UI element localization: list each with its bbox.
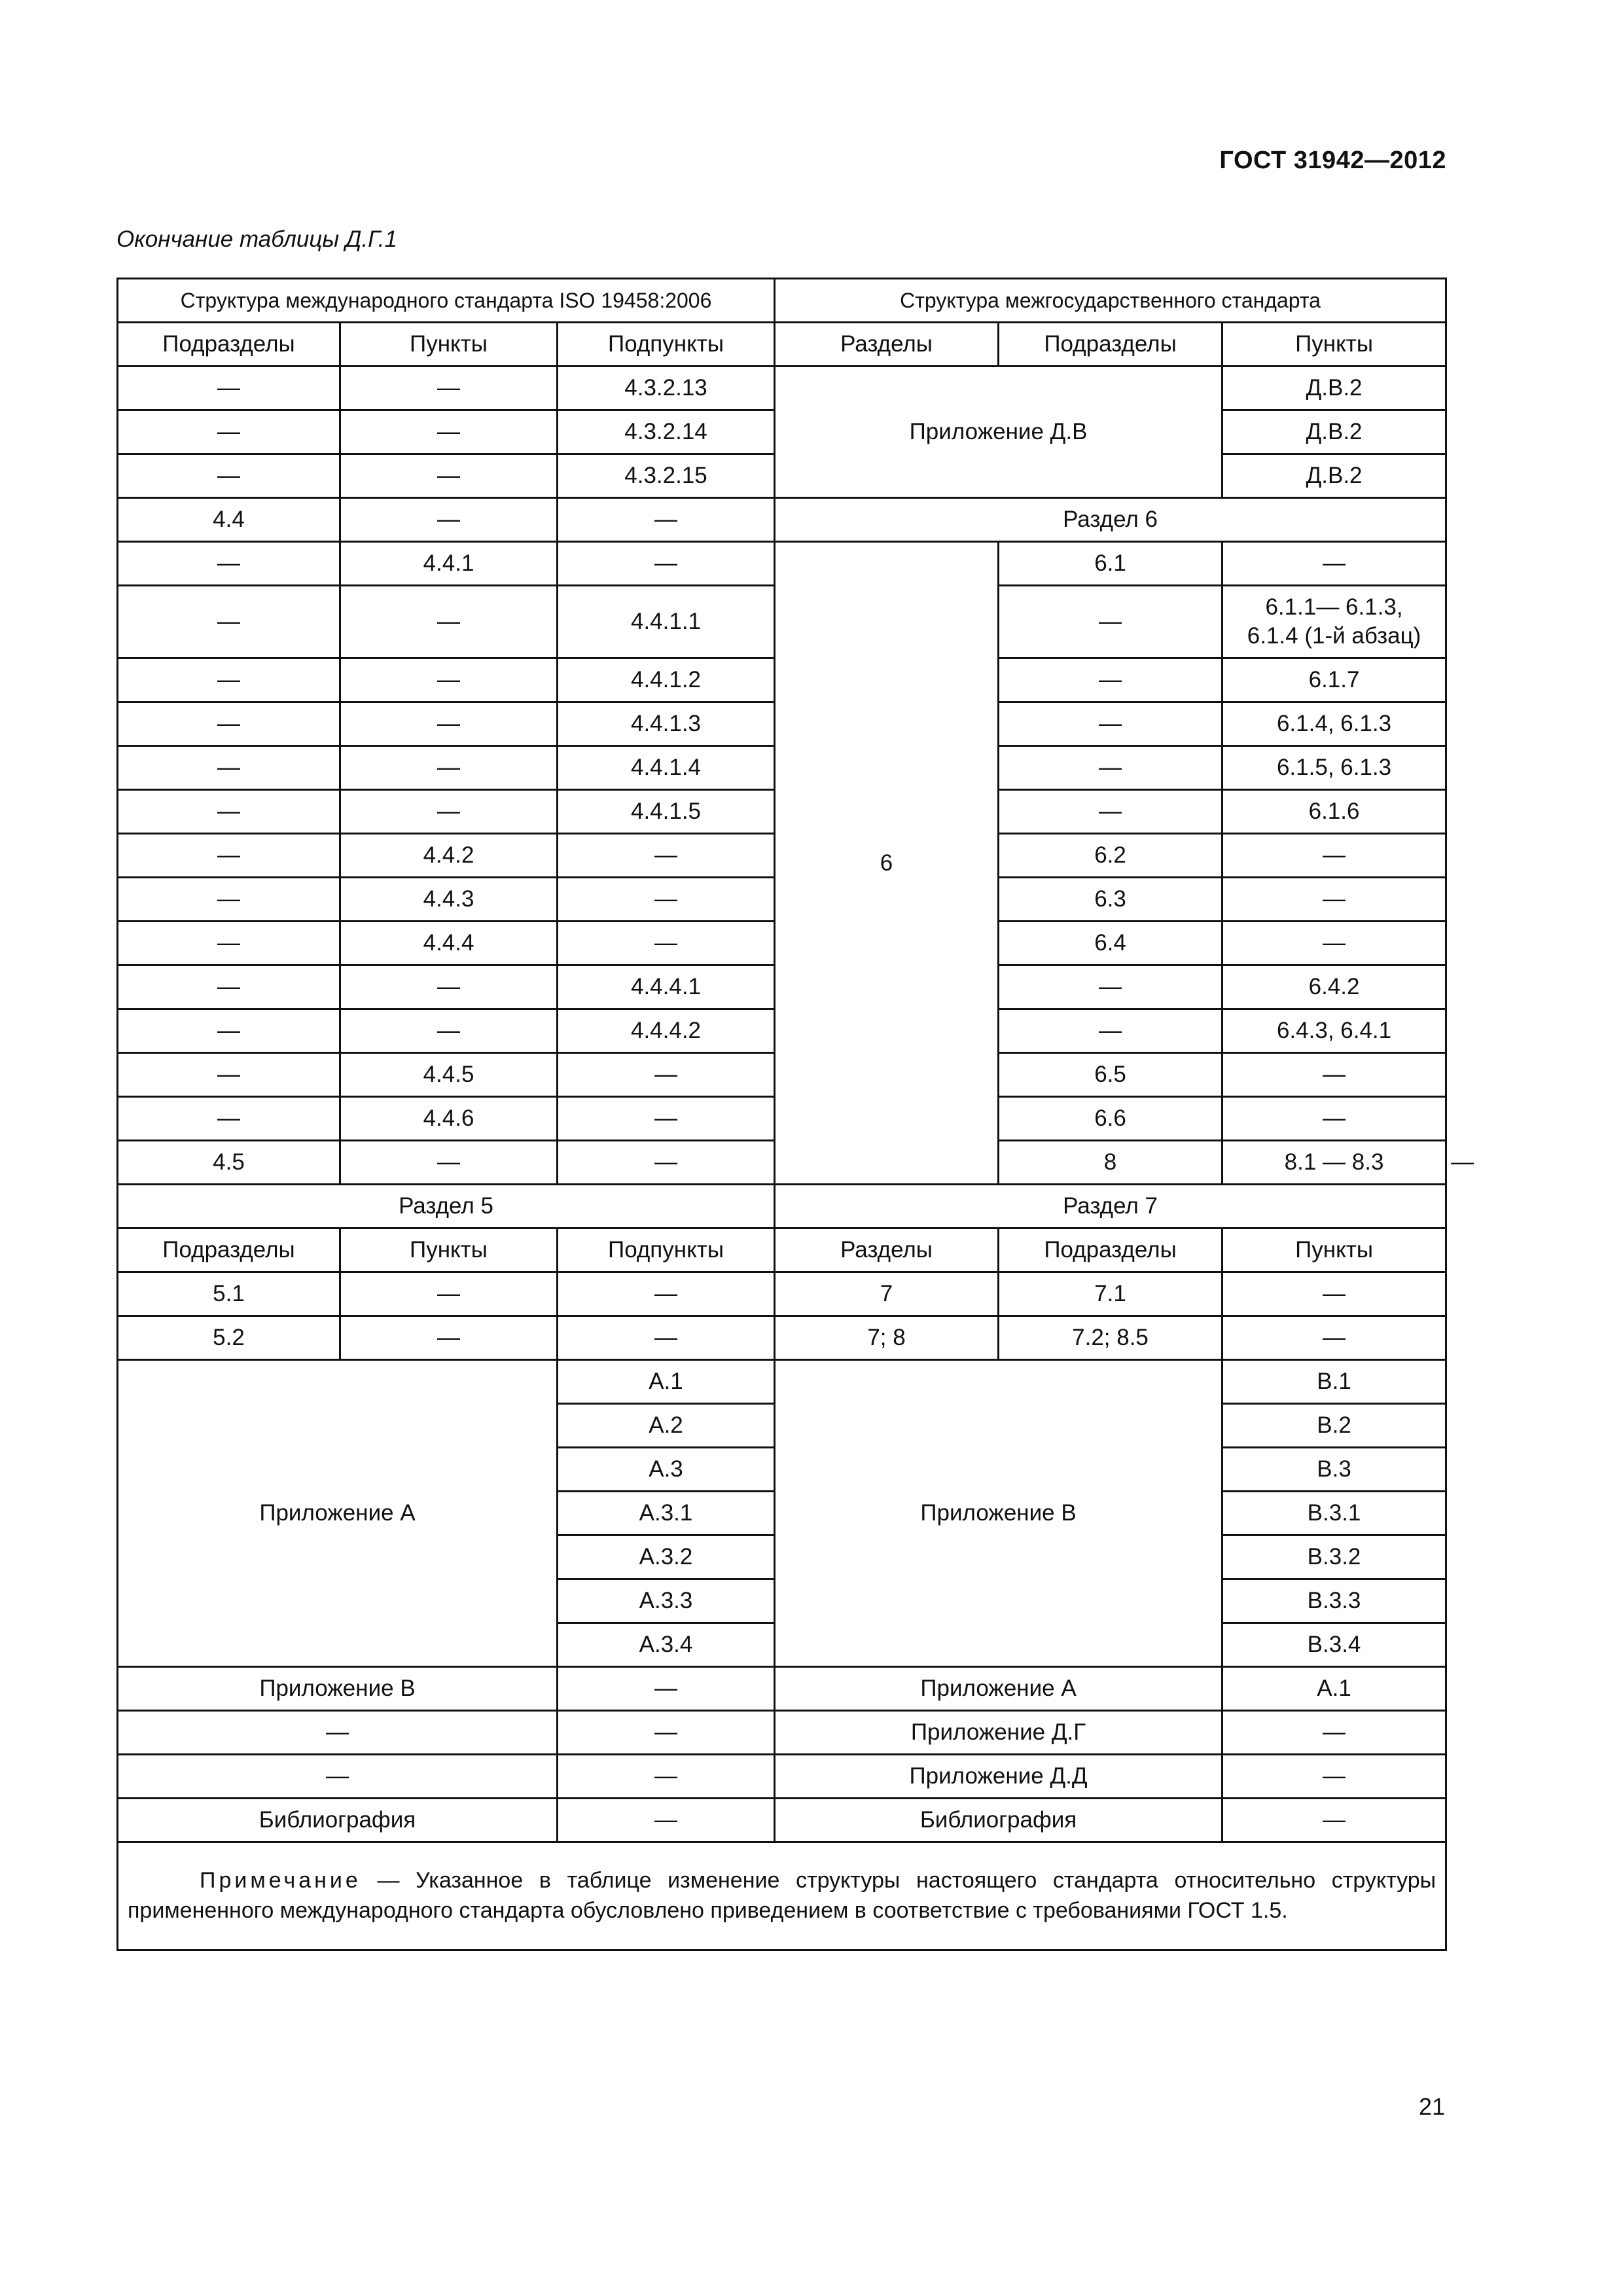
table-cell: 4.4.1.5 — [558, 790, 775, 834]
table-cell: — — [340, 1141, 558, 1185]
table-cell: — — [1222, 1799, 1446, 1842]
table-cell: 6.5 — [999, 1053, 1222, 1097]
note-lead: Примечание — [200, 1868, 361, 1893]
merged-cell-appendix-a: Приложение А — [118, 1360, 558, 1667]
table-caption: Окончание таблицы Д.Г.1 — [116, 226, 397, 252]
column-header: Подпункты — [558, 1229, 775, 1272]
table-cell: — — [558, 834, 775, 878]
table-cell: — — [558, 542, 775, 586]
table-cell: А.3.4 — [558, 1623, 775, 1667]
table-cell: — — [118, 834, 340, 878]
table-cell: — — [1222, 1272, 1446, 1316]
table-cell: — — [1222, 834, 1446, 878]
table-cell: 4.4.3 — [340, 878, 558, 922]
table-cell: — — [999, 586, 1222, 658]
table-cell: Д.В.2 — [1222, 410, 1446, 454]
table-cell: 4.4.2 — [340, 834, 558, 878]
table-cell: — — [118, 454, 340, 498]
table-row — [118, 1711, 1446, 1755]
note-text: — Указанное в таблице изменение структуры настоящего стандарта относительно структуры примененного международного стандарта обусловлено приведением в соответствие с требованиями ГОСТ 1.5. — [128, 1868, 1436, 1923]
group-header-international: Структура международного стандарта ISO 19458:2006 — [118, 279, 775, 323]
table-cell: Д.В.2 — [1222, 367, 1446, 410]
note-row — [118, 1842, 1446, 1950]
table-cell: Приложение А — [775, 1667, 1222, 1711]
table-cell: 7.2; 8.5 — [999, 1316, 1222, 1360]
table-cell: — — [558, 1053, 775, 1097]
table-cell: — — [999, 746, 1222, 790]
table-cell: Приложение Д.Г — [775, 1711, 1222, 1755]
table-cell: 4.3.2.15 — [558, 454, 775, 498]
table-cell: 7 — [775, 1272, 999, 1316]
structure-comparison-table — [116, 278, 1474, 1951]
table-row — [118, 367, 1446, 410]
table-cell: — — [558, 1799, 775, 1842]
table-cell: — — [1222, 922, 1446, 965]
table-cell: Д.В.2 — [1222, 454, 1446, 498]
table-cell: — — [118, 1097, 340, 1141]
merged-cell-appendix-b: Приложение В — [775, 1360, 1222, 1667]
table-cell: А.3.1 — [558, 1492, 775, 1535]
table-cell: — — [1222, 1755, 1446, 1799]
table-cell: 8.1 — 8.3 — [1222, 1141, 1446, 1185]
table-cell: А.1 — [1222, 1667, 1446, 1711]
column-header: Подразделы — [118, 323, 340, 367]
table-cell: 6.2 — [999, 834, 1222, 878]
table-cell: — — [118, 658, 340, 702]
table-cell: — — [999, 965, 1222, 1009]
table-cell: — — [340, 367, 558, 410]
cell-line: 6.1.1— 6.1.3, — [1265, 594, 1403, 620]
table-cell: — — [118, 1755, 558, 1799]
table-cell: — — [118, 1711, 558, 1755]
table-cell: 4.4.4 — [340, 922, 558, 965]
table-cell: 4.4.4.2 — [558, 1009, 775, 1053]
table-cell: — — [118, 1009, 340, 1053]
table-cell: — — [558, 878, 775, 922]
column-header: Подразделы — [999, 1229, 1222, 1272]
table-cell: — — [340, 1272, 558, 1316]
merged-cell-appendix-dv: Приложение Д.В — [775, 367, 1222, 498]
group-header-interstate: Структура межгосударственного стандарта — [775, 279, 1446, 323]
table-cell: 8 — [999, 1141, 1222, 1185]
table-cell: 6.1.4, 6.1.3 — [1222, 702, 1446, 746]
column-header: Разделы — [775, 323, 999, 367]
table-cell: 4.4.1.1 — [558, 586, 775, 658]
table-cell: 6.4 — [999, 922, 1222, 965]
page-number: 21 — [1418, 2093, 1445, 2120]
table-cell: А.3.3 — [558, 1579, 775, 1623]
table-cell: 7; 8 — [775, 1316, 999, 1360]
table-cell: 4.3.2.14 — [558, 410, 775, 454]
table-row — [118, 1316, 1446, 1360]
column-header: Подпункты — [558, 323, 775, 367]
table-cell: Приложение Д.Д — [775, 1755, 1222, 1799]
table-cell: — — [340, 1009, 558, 1053]
table-group-header-row — [118, 279, 1446, 323]
table-cell: — — [999, 1009, 1222, 1053]
table-row — [118, 1360, 1446, 1404]
column-header: Пункты — [1222, 1229, 1446, 1272]
table-cell: — — [1222, 1097, 1446, 1141]
table-cell: — — [118, 367, 340, 410]
table-cell: 4.4.4.1 — [558, 965, 775, 1009]
table-cell: 6.4.3, 6.4.1 — [1222, 1009, 1446, 1053]
table-cell: — — [999, 702, 1222, 746]
table-cell: 4.4.1.2 — [558, 658, 775, 702]
table-cell: — — [558, 922, 775, 965]
table-cell: 6.1.6 — [1222, 790, 1446, 834]
table-cell: В.3.3 — [1222, 1579, 1446, 1623]
table-cell: — — [999, 790, 1222, 834]
table-cell: 4.3.2.13 — [558, 367, 775, 410]
table-row — [118, 1667, 1446, 1711]
column-header: Пункты — [1222, 323, 1446, 367]
table-cell: 5.1 — [118, 1272, 340, 1316]
table-cell: — — [118, 965, 340, 1009]
table-cell-multiline — [1222, 586, 1446, 658]
table-cell: — — [118, 702, 340, 746]
table-cell: — — [558, 498, 775, 542]
column-header: Подразделы — [999, 323, 1222, 367]
section-heading-row — [118, 1185, 1446, 1229]
table-cell: 4.4 — [118, 498, 340, 542]
table-cell: — — [558, 1097, 775, 1141]
table-cell: Приложение В — [118, 1667, 558, 1711]
table-cell: — — [340, 746, 558, 790]
table-cell: 6.6 — [999, 1097, 1222, 1141]
table-cell: Библиография — [775, 1799, 1222, 1842]
column-header: Пункты — [340, 323, 558, 367]
column-header: Разделы — [775, 1229, 999, 1272]
table-row — [118, 1272, 1446, 1316]
table-cell: Библиография — [118, 1799, 558, 1842]
table-cell: В.3.4 — [1222, 1623, 1446, 1667]
table-cell: 4.4.6 — [340, 1097, 558, 1141]
cell-line: 6.1.4 (1-й абзац) — [1247, 623, 1421, 649]
table-column-header-row — [118, 1229, 1446, 1272]
table-cell: 7.1 — [999, 1272, 1222, 1316]
table-cell: 6.3 — [999, 878, 1222, 922]
table-cell: В.1 — [1222, 1360, 1446, 1404]
table-cell: — — [118, 410, 340, 454]
table-cell: — — [999, 658, 1222, 702]
table-cell: 6.1.7 — [1222, 658, 1446, 702]
table-cell: — — [1222, 542, 1446, 586]
table-row: 4.5 — — 8 8.1 — 8.3 — — [118, 1141, 1446, 1185]
table-cell: — — [558, 1711, 775, 1755]
table-row — [118, 1799, 1446, 1842]
table-cell: — — [558, 1272, 775, 1316]
table-cell: — — [118, 922, 340, 965]
merged-cell-section-6: 6 — [775, 542, 999, 1185]
table-note — [118, 1842, 1446, 1950]
table-cell: — — [558, 1667, 775, 1711]
table-cell: 4.4.1 — [340, 542, 558, 586]
table-row — [118, 1755, 1446, 1799]
table-cell: А.3.2 — [558, 1535, 775, 1579]
table-cell: — — [340, 410, 558, 454]
table-cell: 4.4.1.3 — [558, 702, 775, 746]
table-row — [118, 542, 1446, 586]
column-header: Пункты — [340, 1229, 558, 1272]
table-cell: 6.1 — [999, 542, 1222, 586]
table-cell: — — [1222, 878, 1446, 922]
table-cell: — — [340, 1316, 558, 1360]
table-cell: 6.4.2 — [1222, 965, 1446, 1009]
table-cell: — — [118, 746, 340, 790]
table-cell: — — [558, 1141, 775, 1185]
table-cell: В.3.2 — [1222, 1535, 1446, 1579]
table-cell: 4.4.5 — [340, 1053, 558, 1097]
table-cell: — — [558, 1316, 775, 1360]
section-7-heading-cell: Раздел 7 — [775, 1185, 1446, 1229]
table-cell: — — [118, 1053, 340, 1097]
document-code: ГОСТ 31942—2012 — [1219, 147, 1446, 174]
table-cell: В.3.1 — [1222, 1492, 1446, 1535]
table-cell: — — [1222, 1316, 1446, 1360]
table-row — [118, 498, 1446, 542]
table-cell: 4.5 — [118, 1141, 340, 1185]
table-cell: — — [340, 586, 558, 658]
table-cell: — — [118, 542, 340, 586]
table-cell: — — [340, 790, 558, 834]
table-cell: — — [558, 1755, 775, 1799]
section-6-heading-cell: Раздел 6 — [775, 498, 1446, 542]
table-cell: — — [340, 658, 558, 702]
table-cell: В.2 — [1222, 1404, 1446, 1448]
table-cell: — — [118, 878, 340, 922]
table-cell: А.1 — [558, 1360, 775, 1404]
table-cell: 4.4.1.4 — [558, 746, 775, 790]
table-cell: В.3 — [1222, 1448, 1446, 1492]
table-cell: 5.2 — [118, 1316, 340, 1360]
section-5-heading-cell: Раздел 5 — [118, 1185, 775, 1229]
table-cell: — — [1222, 1711, 1446, 1755]
table-cell: — — [340, 454, 558, 498]
table-cell: А.3 — [558, 1448, 775, 1492]
table-cell: — — [340, 498, 558, 542]
table-cell: А.2 — [558, 1404, 775, 1448]
table-cell: — — [118, 790, 340, 834]
table-cell: — — [1222, 1053, 1446, 1097]
column-header: Подразделы — [118, 1229, 340, 1272]
table-cell: — — [340, 702, 558, 746]
table-cell: 6.1.5, 6.1.3 — [1222, 746, 1446, 790]
table-column-header-row — [118, 323, 1446, 367]
table-cell: — — [340, 965, 558, 1009]
table-cell: — — [118, 586, 340, 658]
